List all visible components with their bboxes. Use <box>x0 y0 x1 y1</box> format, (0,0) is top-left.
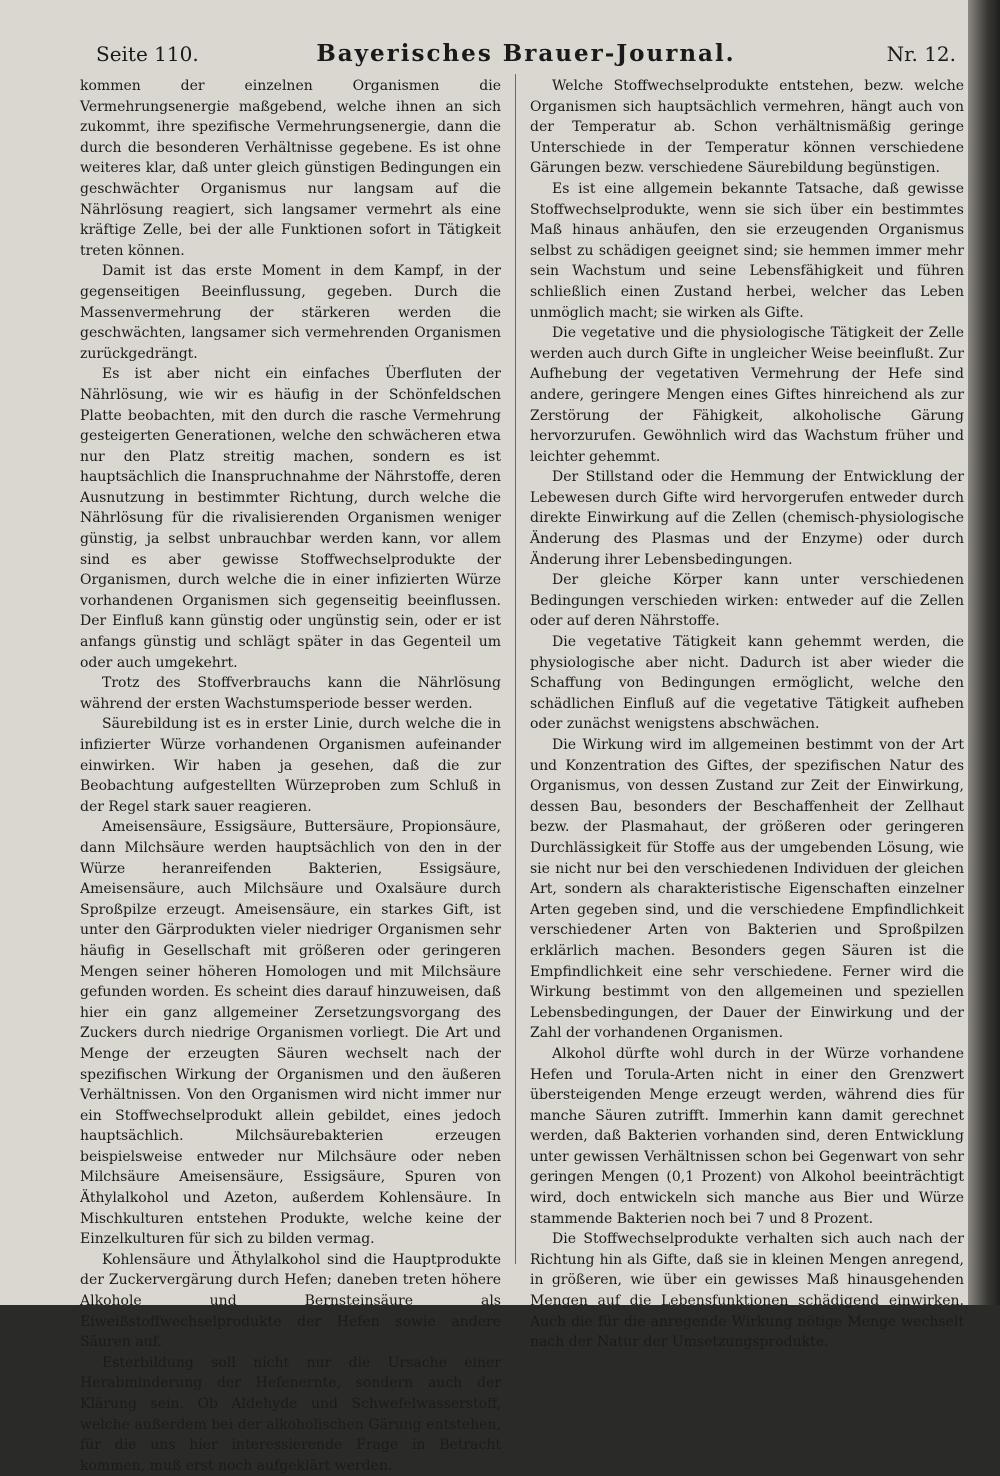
paragraph: Ameisensäure, Essigsäure, Buttersäure, Propionsäure, dann Milchsäure werden hauptsächlich von den in der Würze heranreifenden Bakterien, Essigsäure, Ameisensäure, auch Milchsäure und Oxalsäure durch Sproßpilze erzeugt. Ameisensäure, ein starkes Gift, ist unter den Gärprodukten vieler niedriger Organismen sehr häufig in Gesellschaft mit größeren oder geringeren Mengen seiner höheren Homologen und mit Milchsäure gefunden worden. Es scheint dies darauf hinzuweisen, daß hier ein ganz allgemeiner Zersetzungsvorgang des Zuckers durch niedrige Organismen vorliegt. Die Art und Menge der erzeugten Säuren wechselt nach der spezifischen Wirkung der Organismen und den äußeren Verhältnissen. Von den Organismen wird nicht immer nur ein Stoffwechselprodukt allein gebildet, eines jedoch hauptsächlich. Milchsäurebakterien erzeugen beispielsweise entweder nur Milchsäure oder neben Milchsäure Ameisensäure, Essigsäure, Spuren von Äthylalkohol und Azeton, außerdem Kohlensäure. In Mischkulturen entstehen Produkte, welche keine der Einzelkulturen für sich zu bilden vermag. <box>80 819 501 1248</box>
paragraph: Kohlensäure und Äthylalkohol sind die Hauptprodukte der Zuckervergärung durch Hefen; daneben treten höhere Alkohole und Bernsteinsäure als Eiweißstoffwechselprodukte der Hefen sowie andere Säuren auf. <box>80 1251 501 1351</box>
paragraph: Der Stillstand oder die Hemmung der Entwicklung der Lebewesen durch Gifte wird hervorgerufen entweder durch direkte Einwirkung auf die Zellen (chemisch-physiologische Änderung des Plasmas und der Enzyme) oder durch Änderung ihrer Lebensbedingungen. <box>530 469 964 568</box>
left-column <box>80 76 501 1476</box>
paragraph: Der gleiche Körper kann unter verschiedenen Bedingungen verschieden wirken: entweder auf die Zellen oder auf deren Nährstoffe. <box>530 572 964 630</box>
paragraph: Alkohol dürfte wohl durch in der Würze vorhandene Hefen und Torula-Arten nicht in einer den Grenzwert übersteigenden Menge erzeugt werden, während dies für manche Säuren zutrifft. Immerhin kann damit gerechnet werden, daß Bakterien vorhanden sind, deren Entwicklung unter gewissen Verhältnissen schon bei Gegenwart von sehr geringen Mengen (0,1 Prozent) von Alkohol beeinträchtigt wird, doch entwickeln sich manche aus Bier und Würze stammende Bakterien noch bei 7 und 8 Prozent. <box>530 1045 964 1227</box>
paragraph: Welche Stoffwechselprodukte entstehen, bezw. welche Organismen sich hauptsächlich vermehren, hängt auch von der Temperatur ab. Schon verhältnismäßig geringe Unterschiede in der Temperatur können verschiedene Gärungen bezw. verschiedene Säurebildung begünstigen. <box>530 78 964 177</box>
paragraph: Es ist aber nicht ein einfaches Überfluten der Nährlösung, wie wir es häufig in der Schönfeldschen Platte beobachten, mit den durch die rasche Vermehrung gesteigerten Generationen, welche den schwächeren etwa nur den Platz streitig machen, sondern es ist hauptsächlich die Inanspruchnahme der Nährstoffe, deren Ausnutzung in bestimmter Richtung, durch welche die Nährlösung für die rivalisierenden Organismen weniger günstig, ja selbst unbrauchbar werden kann, vor allem sind es aber gewisse Stoffwechselprodukte der Organismen, durch welche die in einer infizierten Würze vorhandenen Organismen sich gegenseitig beeinflussen. Der Einfluß kann günstig oder ungünstig sein, oder er ist anfangs günstig und schlägt später in das Gegenteil um oder auch umgekehrt. <box>80 366 501 671</box>
paragraph: Säurebildung ist es in erster Linie, durch welche die in infizierter Würze vorhandenen Organismen aufeinander einwirken. Wir haben ja gesehen, daß die zur Beobachtung aufgestellten Würzeproben zum Schluß in der Regel stark sauer reagieren. <box>80 716 501 815</box>
column-divider <box>515 74 516 1264</box>
paragraph: Trotz des Stoffverbrauchs kann die Nährlösung während der ersten Wachstumsperiode besser werden. <box>80 675 501 712</box>
page-number: Seite 110. <box>96 42 199 66</box>
page-header <box>96 40 956 72</box>
issue-number: Nr. 12. <box>886 42 956 66</box>
right-column <box>530 76 964 1353</box>
paragraph: Es ist eine allgemein bekannte Tatsache, daß gewisse Stoffwechselprodukte, wenn sie sich über ein bestimmtes Maß hinaus anhäufen, den sie erzeugenden Organismus selbst zu schädigen geeignet sind; sie hemmen immer mehr sein Wachstum und seine Lebensfähigkeit und führen schließlich einen Zustand herbei, welcher das Leben unmöglich macht; sie wirken als Gifte. <box>530 180 964 321</box>
paragraph: Die Stoffwechselprodukte verhalten sich auch nach der Richtung hin als Gifte, daß sie in kleinen Mengen anregend, in größeren, wie über ein gewisses Maß hinausgehenden Mengen auf die Lebensfunktionen schädigend einwirken. Auch die für die anregende Wirkung nötige Menge wechselt nach der Natur der Umsetzungsprodukte. <box>530 1231 964 1351</box>
journal-title: Bayerisches Brauer-Journal. <box>316 40 736 67</box>
paragraph: Damit ist das erste Moment in dem Kampf, in der gegenseitigen Beeinflussung, gegeben. Durch die Massenvermehrung der stärkeren werden die geschwächten, langsamer sich vermehrenden Organismen zurückgedrängt. <box>80 263 501 362</box>
paragraph: Esterbildung soll nicht nur die Ursache einer Herabminderung der Hefenernte, sondern auch der Klärung sein. Ob Aldehyde und Schwefelwasserstoff, welche außerdem bei der alkoholischen Gärung entstehen, für die uns hier interessierende Frage in Betracht kommen, muß erst noch aufgeklärt werden. <box>80 1354 501 1474</box>
paragraph: kommen der einzelnen Organismen die Vermehrungsenergie maßgebend, welche ihnen an sich zukommt, ihre spezifische Vermehrungsenergie, dann die durch die besonderen Verhältnisse gegebene. Es ist ohne weiteres klar, daß unter gleich günstigen Bedingungen ein geschwächter Organismus nur langsam auf die Nährlösung reagiert, sich langsamer vermehrt als eine kräftige Zelle, bei der alle Funktionen sofort in Tätigkeit treten können. <box>80 78 501 259</box>
paragraph: Die vegetative und die physiologische Tätigkeit der Zelle werden auch durch Gifte in ungleicher Weise beeinflußt. Zur Aufhebung der vegetativen Vermehrung der Hefe sind andere, geringere Mengen eines Giftes hinreichend als zur Zerstörung der Fähigkeit, alkoholische Gärung hervorzurufen. Gewöhnlich wird das Wachstum früher und leichter gehemmt. <box>530 325 964 465</box>
paragraph: Die vegetative Tätigkeit kann gehemmt werden, die physiologische aber nicht. Dadurch ist aber wieder die Schaffung von Bedingungen ermöglicht, welche den schädlichen Einfluß auf die vegetative Tätigkeit aufheben oder zunächst wenigstens abschwächen. <box>530 634 964 733</box>
page-edge <box>968 0 1000 1305</box>
paragraph: Die Wirkung wird im allgemeinen bestimmt von der Art und Konzentration des Giftes, der spezifischen Natur des Organismus, von dessen Zustand zur Zeit der Einwirkung, dessen Bau, besonders der Beschaffenheit der Zellhaut bezw. der Plasmahaut, der größeren oder geringeren Durchlässigkeit für Stoffe aus der umgebenden Lösung, wie sie nicht nur bei den verschiedenen Individuen der gleichen Art, sondern als charakteristische Eigenschaften einzelner Arten gegeben sind, und die verschiedene Empfindlichkeit verschiedener Arten von Bakterien und Sproßpilzen erklärlich machen. Besonders gegen Säuren ist die Empfindlichkeit eine sehr verschiedene. Ferner wird die Wirkung bestimmt von den allgemeinen und speziellen Lebensbedingungen, der Dauer der Einwirkung und der Zahl der vorhandenen Organismen. <box>530 737 964 1042</box>
